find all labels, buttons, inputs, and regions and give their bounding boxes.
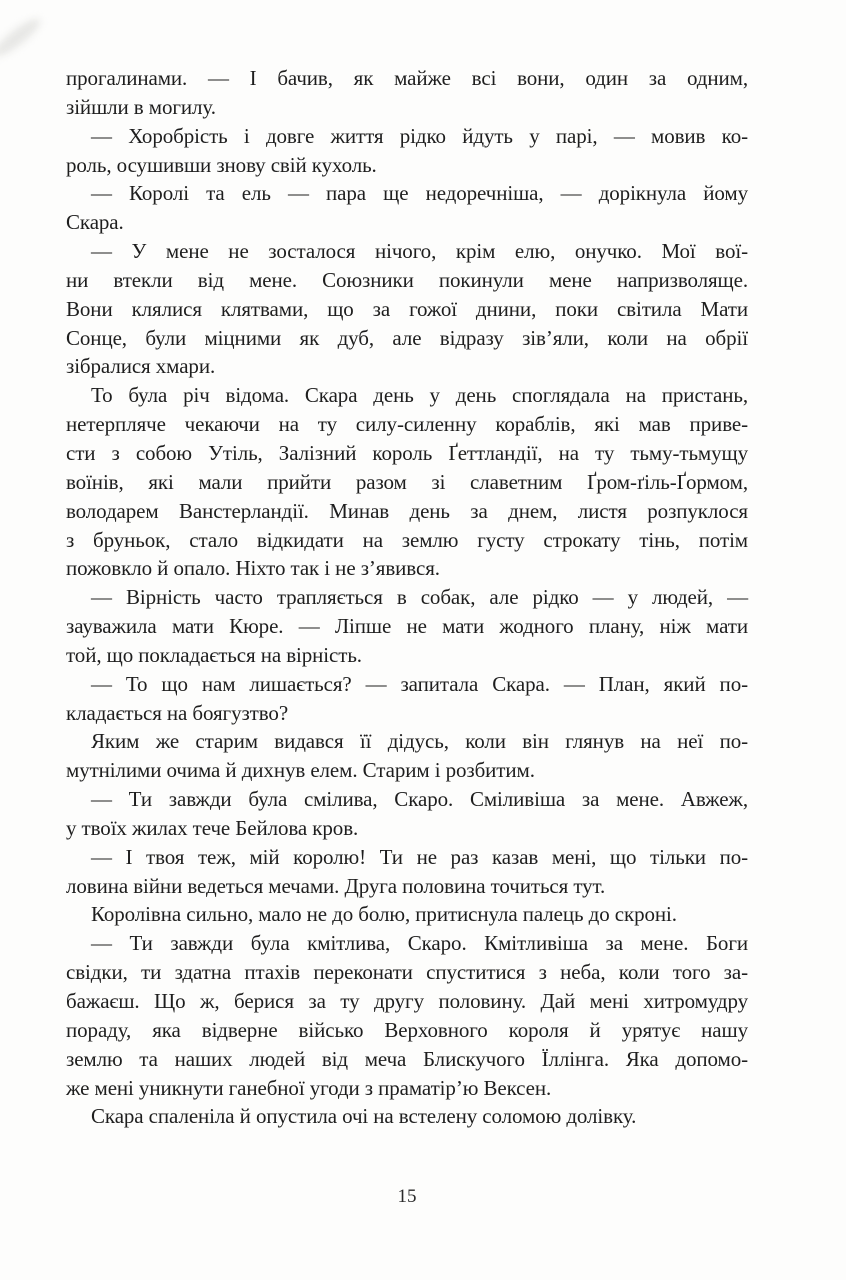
text-line: пораду, яка відверне військо Верховного короля й урятує нашу (66, 1017, 748, 1042)
text-line: — Ти завжди була смілива, Скаро. Сміливіша за мене. Авжеж, (91, 787, 748, 812)
text-line: володарем Ванстерландії. Минав день за днем, листя розпуклося (66, 498, 748, 523)
paragraph (66, 843, 748, 901)
text-line: Королівна сильно, мало не до болю, притиснула палець до скроні. (91, 902, 677, 927)
text-line: нетерпляче чекаючи на ту силу-силенну кораблів, які мав приве- (66, 412, 748, 437)
paragraph (66, 670, 748, 728)
text-line: прогалинами. — І бачив, як майже всі вони, один за одним, (66, 66, 748, 90)
text-line: зійшли в могилу. (66, 94, 216, 119)
paragraph (66, 179, 748, 237)
text-line: Скара спаленіла й опустила очі на встелену соломою долівку. (91, 1104, 637, 1129)
text-line: — У мене не зосталося нічого, крім елю, онучко. Мої вої- (91, 239, 748, 264)
paragraph (66, 122, 748, 180)
text-line: свідки, ти здатна птахів переконати спуститися з неба, коли того за- (66, 960, 748, 985)
paragraph (66, 237, 748, 381)
text-line: бажаєш. Що ж, берися за ту другу половину. Дай мені хитромудру (66, 989, 748, 1013)
text-line: — Ти завжди була кмітлива, Скаро. Кмітливіша за мене. Боги (91, 931, 748, 956)
text-line: кладається на боягузтво? (66, 700, 289, 725)
text-line: ни втекли від мене. Союзники покинули мене напризволяще. (66, 267, 748, 292)
text-line: — То що нам лишається? — запитала Скара. — План, який по- (91, 671, 748, 696)
text-line: Скара. (66, 210, 124, 235)
text-line: роль, осушивши знову свій кухоль. (66, 152, 377, 177)
text-line: ловина війни ведеться мечами. Друга половина точиться тут. (66, 873, 606, 898)
paragraph (66, 64, 748, 122)
paragraph (66, 929, 748, 1102)
text-line: — Вірність часто трапляється в собак, але рідко — у людей, — (91, 585, 748, 610)
text-line: зібралися хмари. (66, 354, 216, 379)
paragraph (66, 583, 748, 670)
text-line: же мені уникнути ганебної угоди з праматір’ю Вексен. (66, 1075, 552, 1100)
text-line: То була річ відома. Скара день у день споглядала на пристань, (91, 383, 748, 408)
scan-smudge-artifact (0, 14, 44, 62)
text-line: зауважила мати Кюре. — Ліпше не мати жодного плану, ніж мати (66, 614, 748, 639)
body-text (66, 64, 748, 1131)
paragraph (66, 727, 748, 785)
text-line: мутнілими очима й дихнув елем. Старим і розбитим. (66, 758, 535, 783)
text-line: Вони клялися клятвами, що за гожої днини, поки світила Мати (66, 296, 748, 321)
text-line: пожовкло й опало. Ніхто так і не з’явився. (66, 556, 440, 581)
text-line: землю та наших людей від меча Блискучого Їллінга. Яка допомо- (66, 1046, 748, 1071)
text-line: той, що покладається на вірність. (66, 642, 362, 667)
paragraph (66, 785, 748, 843)
paragraph (66, 381, 748, 583)
text-line: воїнів, які мали прийти разом зі славетним Ґром-ґіль-Ґормом, (66, 469, 748, 494)
text-line: — Королі та ель — пара ще недоречніша, — дорікнула йому (91, 181, 748, 206)
paragraph (66, 900, 748, 929)
text-line: у твоїх жилах тече Бейлова кров. (66, 815, 359, 840)
page-number: 15 (397, 1186, 417, 1207)
text-line: з бруньок, стало відкидати на землю густу строкату тінь, потім (66, 527, 748, 552)
text-line: сти з собою Утіль, Залізний король Ґеттландії, на ту тьму-тьмущу (66, 440, 748, 465)
text-line: Яким же старим видався її дідусь, коли він глянув на неї по- (91, 729, 748, 754)
text-line: — І твоя теж, мій королю! Ти не раз казав мені, що тільки по- (91, 844, 748, 869)
text-line: — Хоробрість і довге життя рідко йдуть у парі, — мовив ко- (91, 123, 748, 148)
text-line: Сонце, були міцними як дуб, але відразу зів’яли, коли на обрії (66, 325, 748, 350)
paragraph (66, 1102, 748, 1131)
